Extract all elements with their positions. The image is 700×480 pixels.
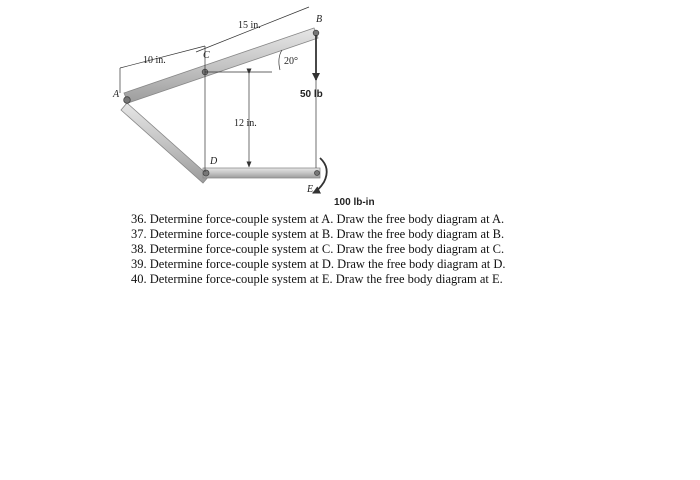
point-label-c: C bbox=[203, 50, 210, 61]
dim-label-10in: 10 in. bbox=[143, 55, 166, 66]
dim-label-20deg: 20° bbox=[284, 56, 298, 67]
dim-label-12in: 12 in. bbox=[234, 118, 257, 129]
problem-list bbox=[131, 212, 671, 287]
problem-item-40: 40. Determine force-couple system at E. Draw the free body diagram at E. bbox=[131, 272, 503, 286]
problem-item-37: 37. Determine force-couple system at B. Draw the free body diagram at B. bbox=[131, 227, 505, 241]
pin-a bbox=[124, 97, 131, 104]
couple-label-100lbin: 100 lb-in bbox=[334, 197, 375, 208]
bar-ad bbox=[121, 103, 209, 183]
pin-b bbox=[313, 30, 319, 36]
dim-label-15in: 15 in. bbox=[238, 20, 261, 31]
bar-de bbox=[203, 168, 320, 178]
point-label-a: A bbox=[113, 89, 120, 100]
pin-e bbox=[315, 171, 320, 176]
point-label-b: B bbox=[316, 14, 323, 25]
point-label-d: D bbox=[210, 156, 218, 167]
problem-item-39: 39. Determine force-couple system at D. Draw the free body diagram at D. bbox=[131, 257, 506, 271]
problem-item-38: 38. Determine force-couple system at C. Draw the free body diagram at C. bbox=[131, 242, 505, 256]
pin-d bbox=[203, 170, 209, 176]
point-label-e: E bbox=[307, 184, 314, 195]
frame-diagram bbox=[0, 0, 700, 210]
force-label-50lb: 50 lb bbox=[300, 89, 323, 100]
problem-item-36: 36. Determine force-couple system at A. Draw the free body diagram at A. bbox=[131, 212, 505, 226]
